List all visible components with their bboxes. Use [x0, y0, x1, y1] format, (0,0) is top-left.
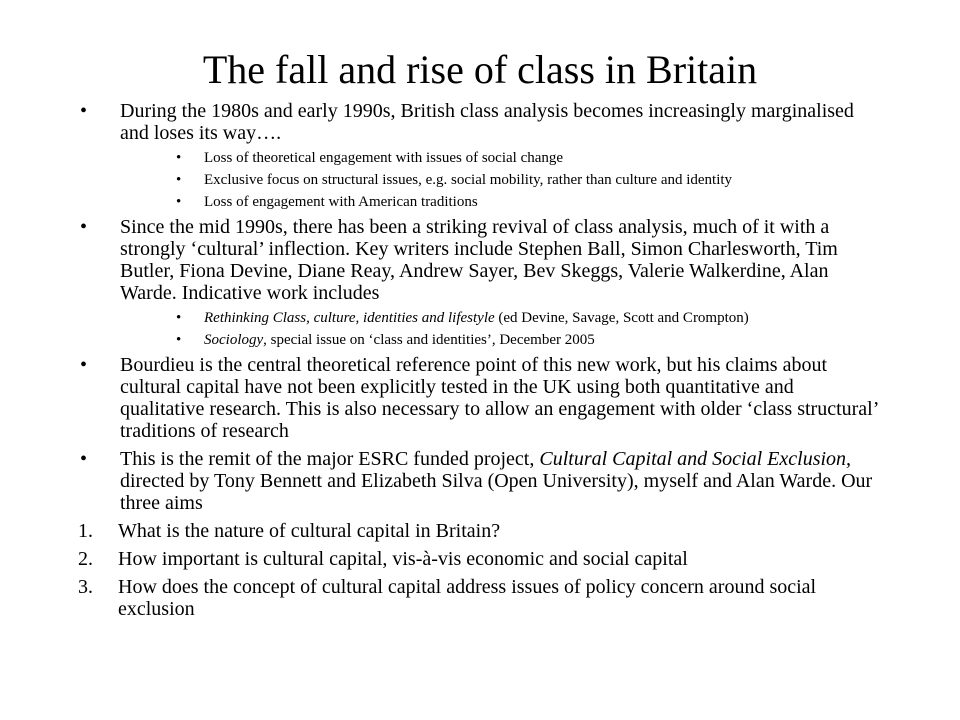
bullet-item: [78, 354, 878, 442]
sub-bullet-marker: •: [176, 194, 182, 210]
bullet-marker: •: [80, 100, 88, 122]
item-number: 1.: [78, 520, 93, 542]
book-title: Rethinking Class, culture, identities and lifestyle: [204, 310, 495, 326]
sub-bullet-item: [176, 172, 878, 188]
numbered-item-text: What is the nature of cultural capital in Britain?: [118, 520, 501, 542]
bullet-item: [78, 448, 878, 514]
sub-bullet-text: Exclusive focus on structural issues, e.g. social mobility, rather than culture and identity: [204, 172, 733, 188]
sub-bullet-text: [204, 332, 595, 348]
bullet-marker: •: [80, 448, 88, 470]
sub-bullet-item: [176, 332, 878, 348]
numbered-item-text: How important is cultural capital, vis-à-vis economic and social capital: [118, 548, 688, 570]
bullet-text: Bourdieu is the central theoretical reference point of this new work, but his claims about cultural capital have not been explicitly tested in the UK using both quantitative and qualitative research. This is also necessary to allow an engagement with older ‘class structural’ traditions of research: [120, 354, 878, 442]
item-number: 3.: [78, 576, 93, 598]
journal-detail: , special issue on ‘class and identities’, December 2005: [263, 332, 595, 348]
bullet-item: [78, 100, 878, 144]
numbered-item: [78, 548, 878, 570]
sub-bullet-text: [204, 310, 749, 326]
book-detail: (ed Devine, Savage, Scott and Crompton): [494, 310, 749, 326]
bullet-text: [120, 448, 878, 514]
project-title: Cultural Capital and Social Exclusion,: [539, 448, 852, 470]
bullet-text-after: directed by Tony Bennett and Elizabeth Silva (Open University), myself and Alan Warde. Our three aims: [120, 470, 873, 514]
bullet-item: [78, 216, 878, 304]
numbered-item-text: How does the concept of cultural capital address issues of policy concern around social exclusion: [118, 576, 817, 620]
bullet-marker: •: [80, 216, 88, 238]
item-number: 2.: [78, 548, 93, 570]
sub-bullet-marker: •: [176, 332, 182, 348]
sub-bullet-marker: •: [176, 310, 182, 326]
sub-bullet-item: [176, 310, 878, 326]
sub-bullet-item: [176, 194, 878, 210]
sub-bullet-marker: •: [176, 150, 182, 166]
sub-bullet-text: Loss of engagement with American traditions: [204, 194, 478, 210]
sub-bullet-marker: •: [176, 172, 182, 188]
slide-body: [78, 100, 878, 626]
bullet-text-before: This is the remit of the major ESRC funded project,: [120, 448, 540, 470]
sub-list: [78, 150, 878, 210]
sub-bullet-text: Loss of theoretical engagement with issues of social change: [204, 150, 564, 166]
slide-title: The fall and rise of class in Britain: [202, 47, 758, 92]
sub-list: [78, 310, 878, 348]
sub-bullet-item: [176, 150, 878, 166]
bullet-marker: •: [80, 354, 88, 376]
journal-title: Sociology: [204, 332, 264, 348]
bullet-text: During the 1980s and early 1990s, British class analysis becomes increasingly marginalised and loses its way….: [120, 100, 854, 144]
numbered-item: [78, 520, 878, 542]
numbered-item: [78, 576, 878, 620]
bullet-text: Since the mid 1990s, there has been a striking revival of class analysis, much of it with a strongly ‘cultural’ inflection. Key writers include Stephen Ball, Simon Charlesworth, Tim Butler, Fiona Devine, Diane Reay, Andrew Sayer, Bev Skeggs, Valerie Walkerdine, Alan Warde. Indicative work includes: [120, 216, 838, 304]
